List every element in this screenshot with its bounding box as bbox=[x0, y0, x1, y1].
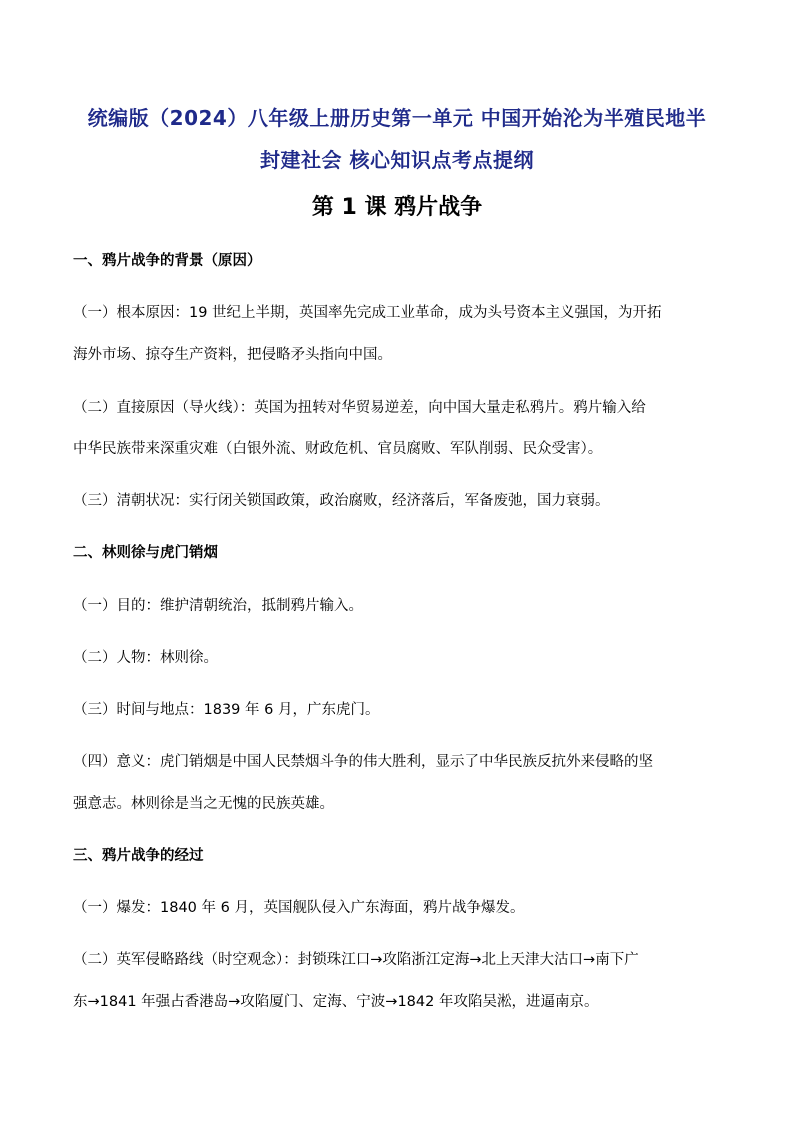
paragraph-2-1-line-1: （一）目的：维护清朝统治，抵制鸦片输入。 bbox=[73, 598, 363, 614]
section-heading-3: 三、鸦片战争的经过 bbox=[73, 848, 204, 864]
document-title-line-1: 统编版（2024）八年级上册历史第一单元 中国开始沦为半殖民地半 bbox=[87, 106, 707, 130]
paragraph-3-2-line-1: （二）英军侵略路线（时空观念）：封锁珠江口→攻陷浙江定海→北上天津大沽口→南下广 bbox=[73, 952, 639, 968]
paragraph-2-3-line-1: （三）时间与地点：1839 年 6 月，广东虎门。 bbox=[73, 702, 380, 718]
document-title-line-2: 封建社会 核心知识点考点提纲 bbox=[260, 148, 534, 172]
paragraph-1-2-line-2: 中华民族带来深重灾难（白银外流、财政危机、官员腐败、军队削弱、民众受害）。 bbox=[73, 441, 603, 457]
paragraph-2-4-line-2: 强意志。林则徐是当之无愧的民族英雄。 bbox=[73, 796, 334, 812]
paragraph-1-1-line-2: 海外市场、掠夺生产资料，把侵略矛头指向中国。 bbox=[73, 347, 392, 363]
section-heading-1: 一、鸦片战争的背景（原因） bbox=[73, 253, 262, 269]
paragraph-1-2-line-1: （二）直接原因（导火线）：英国为扭转对华贸易逆差，向中国大量走私鸦片。鸦片输入给 bbox=[73, 400, 646, 416]
section-heading-2: 二、林则徐与虎门销烟 bbox=[73, 545, 218, 561]
paragraph-2-4-line-1: （四）意义：虎门销烟是中国人民禁烟斗争的伟大胜利，显示了中华民族反抗外来侵略的坚 bbox=[73, 754, 653, 770]
lesson-title: 第 1 课 鸦片战争 bbox=[311, 195, 483, 220]
paragraph-1-3-line-1: （三）清朝状况：实行闭关锁国政策，政治腐败，经济落后，军备废弛，国力衰弱。 bbox=[73, 493, 610, 509]
paragraph-1-1-line-1: （一）根本原因：19 世纪上半期，英国率先完成工业革命，成为头号资本主义强国，为开拓 bbox=[73, 305, 662, 321]
paragraph-3-2-line-2: 东→1841 年强占香港岛→攻陷厦门、定海、宁波→1842 年攻陷吴淞，进逼南京。 bbox=[73, 994, 599, 1010]
paragraph-3-1-line-1: （一）爆发：1840 年 6 月，英国舰队侵入广东海面，鸦片战争爆发。 bbox=[73, 900, 525, 916]
paragraph-2-2-line-1: （二）人物：林则徐。 bbox=[73, 650, 218, 666]
